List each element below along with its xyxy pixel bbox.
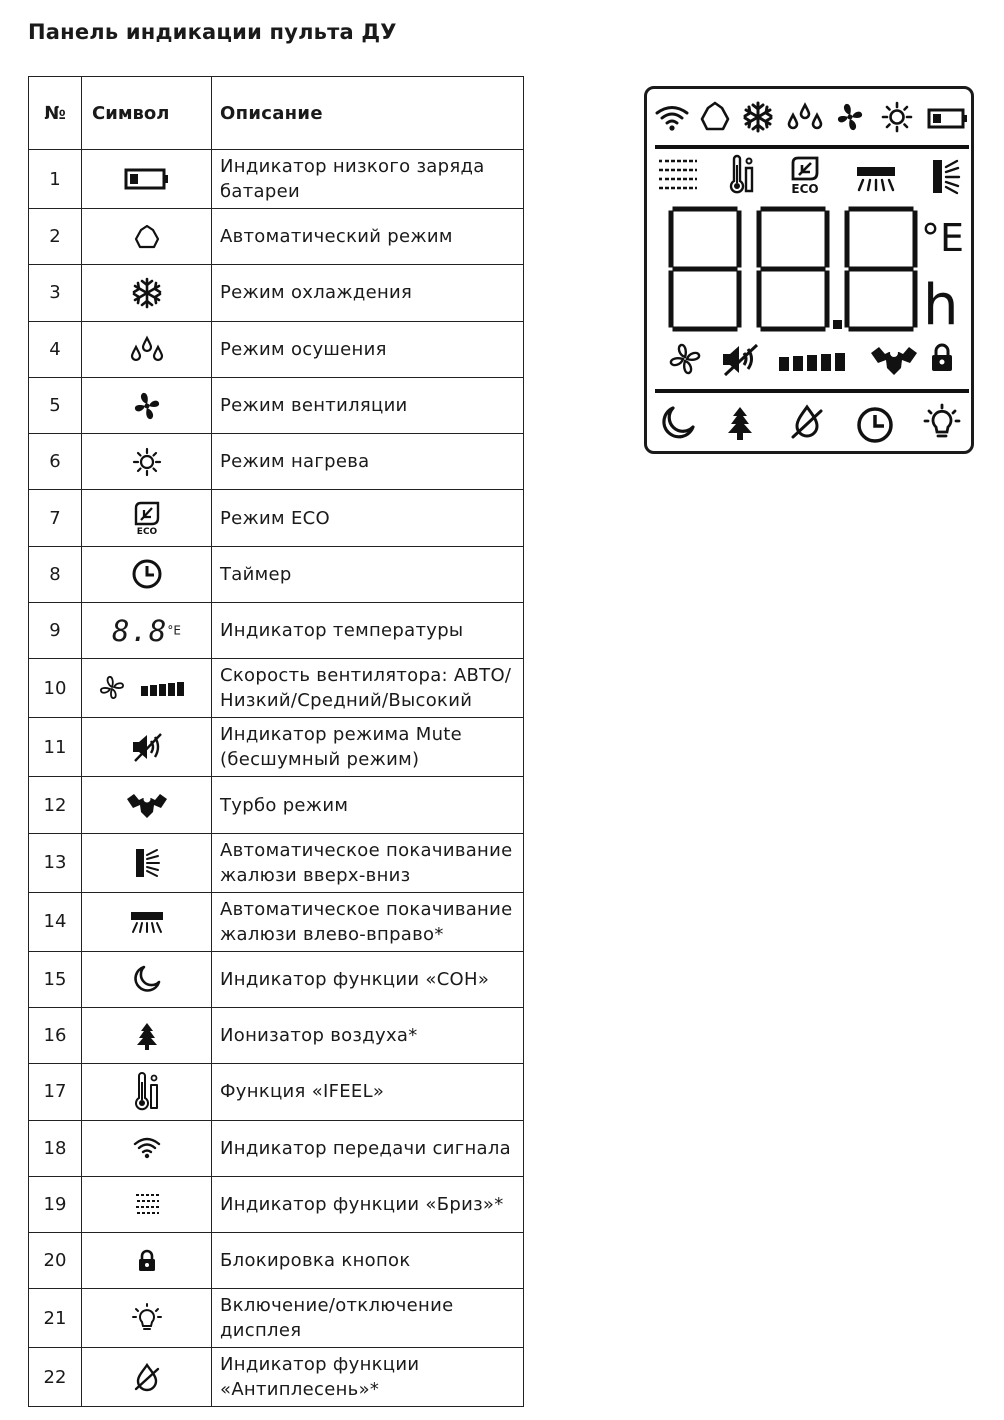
row-symbol [82, 377, 212, 433]
row-description: Режим ECO [212, 490, 524, 546]
row-description: Индикатор функции «Бриз»* [212, 1176, 524, 1232]
row-description: Индикатор температуры [212, 603, 524, 659]
lock-icon [137, 1249, 157, 1273]
mute-icon [129, 731, 165, 763]
table-row [29, 321, 524, 377]
row-description: Блокировка кнопок [212, 1233, 524, 1289]
row-description: Индикатор режима Mute (бесшумный режим) [212, 718, 524, 777]
table-row [29, 777, 524, 833]
row-number: 15 [29, 951, 82, 1007]
row-number: 14 [29, 892, 82, 951]
row-symbol [82, 833, 212, 892]
row-number: 22 [29, 1348, 82, 1407]
snowflake-icon [745, 103, 771, 131]
turbo-icon [125, 790, 169, 820]
eco-leaf-icon [791, 158, 818, 196]
snowflake-icon [131, 277, 163, 309]
table-row [29, 833, 524, 892]
row-symbol [82, 321, 212, 377]
table-row [29, 1007, 524, 1063]
row-description: Турбо режим [212, 777, 524, 833]
row-symbol [82, 951, 212, 1007]
row-number: 5 [29, 377, 82, 433]
table-row [29, 951, 524, 1007]
row-description: Режим вентиляции [212, 377, 524, 433]
table-row [29, 1064, 524, 1120]
row-symbol [82, 490, 212, 546]
row-description: Автоматическое покачивание жалюзи влево-вправо* [212, 892, 524, 951]
table-row [29, 377, 524, 433]
tree-icon [728, 407, 752, 440]
row-description: Автоматический режим [212, 209, 524, 265]
row-symbol [82, 265, 212, 321]
drops-icon [130, 335, 164, 363]
row-number: 12 [29, 777, 82, 833]
row-symbol [82, 1007, 212, 1063]
row-description: Индикатор передачи сигнала [212, 1120, 524, 1176]
row-number: 10 [29, 659, 82, 718]
svg-text:ECO: ECO [136, 527, 157, 537]
moon-icon [132, 964, 162, 994]
unit-e: °E [921, 216, 965, 260]
table-row [29, 434, 524, 490]
fan-speed-icon [99, 674, 195, 702]
swing-vertical-icon [933, 160, 959, 193]
row-symbol [82, 150, 212, 209]
row-number: 19 [29, 1176, 82, 1232]
row-description: Режим охлаждения [212, 265, 524, 321]
row-symbol [82, 659, 212, 718]
table-row [29, 718, 524, 777]
row-symbol [82, 603, 212, 659]
tree-icon [135, 1021, 159, 1051]
table-row [29, 1233, 524, 1289]
bulb-icon [925, 405, 959, 436]
fan-speed-bars-icon [779, 353, 845, 371]
battery-icon [929, 110, 967, 127]
swing-vertical-icon [133, 846, 161, 880]
row-number: 3 [29, 265, 82, 321]
table-row [29, 659, 524, 718]
header-number: № [29, 77, 82, 150]
lcd-display-panel [644, 86, 974, 454]
row-number: 17 [29, 1064, 82, 1120]
anti-mold-icon [132, 1361, 162, 1393]
row-symbol [82, 1176, 212, 1232]
table-row [29, 265, 524, 321]
unit-h: h [923, 273, 959, 338]
temperature-digits-icon: $8.8^{^\circ E}$ [112, 613, 181, 648]
header-description: Описание [212, 77, 524, 150]
row-symbol [82, 434, 212, 490]
symbol-legend-table [28, 76, 524, 1407]
row-description: Скорость вентилятора: АВТО/ Низкий/Средний/Высокий [212, 659, 524, 718]
clock-icon [859, 409, 891, 441]
eco-leaf-icon [132, 500, 162, 536]
eco-label: ECO [791, 182, 819, 196]
row-symbol [82, 892, 212, 951]
lock-icon [932, 345, 952, 371]
swing-horizontal-icon [129, 909, 165, 935]
clock-icon [131, 558, 163, 590]
decimal-point [833, 320, 842, 329]
row-description: Автоматическое покачивание жалюзи вверх-вниз [212, 833, 524, 892]
row-symbol [82, 1348, 212, 1407]
row-symbol [82, 718, 212, 777]
row-number: 11 [29, 718, 82, 777]
moon-icon [664, 408, 693, 437]
row-number: 4 [29, 321, 82, 377]
table-row [29, 1289, 524, 1348]
battery-icon [124, 167, 170, 191]
row-number: 18 [29, 1120, 82, 1176]
sun-icon [883, 103, 911, 131]
table-row [29, 209, 524, 265]
wifi-icon [657, 108, 687, 131]
row-number: 1 [29, 150, 82, 209]
row-number: 13 [29, 833, 82, 892]
row-description: Индикатор функции «СОН» [212, 951, 524, 1007]
bulb-icon [131, 1302, 163, 1334]
row-description: Индикатор низкого заряда батареи [212, 150, 524, 209]
row-symbol [82, 1120, 212, 1176]
table-row [29, 892, 524, 951]
table-row [29, 1176, 524, 1232]
row-description: Функция «IFEEL» [212, 1064, 524, 1120]
wifi-icon [132, 1136, 162, 1160]
mute-icon [723, 345, 757, 375]
page-title: Панель индикации пульта ДУ [28, 20, 397, 44]
row-symbol [82, 1064, 212, 1120]
ifeel-icon [132, 1072, 162, 1112]
breeze-icon [659, 161, 697, 188]
turbo-icon [871, 347, 917, 375]
fan-outline-icon [671, 345, 699, 373]
row-number: 16 [29, 1007, 82, 1063]
row-number: 7 [29, 490, 82, 546]
header-symbol: Символ [82, 77, 212, 150]
fan-icon [131, 390, 163, 422]
row-number: 20 [29, 1233, 82, 1289]
row-description: Таймер [212, 546, 524, 602]
drops-icon [789, 105, 821, 128]
table-row [29, 1120, 524, 1176]
table-row [29, 603, 524, 659]
seven-segment-digits [671, 209, 915, 329]
row-description: Ионизатор воздуха* [212, 1007, 524, 1063]
fan-icon [838, 104, 862, 130]
row-number: 21 [29, 1289, 82, 1348]
row-symbol [82, 777, 212, 833]
table-row [29, 150, 524, 209]
swing-horizontal-icon [857, 167, 895, 190]
auto-mode-icon [702, 103, 728, 129]
ifeel-icon [731, 156, 752, 192]
anti-mold-icon [793, 407, 821, 437]
row-symbol [82, 546, 212, 602]
auto-mode-icon [133, 223, 161, 251]
row-number: 6 [29, 434, 82, 490]
row-description: Режим осушения [212, 321, 524, 377]
row-symbol [82, 1233, 212, 1289]
breeze-icon [133, 1192, 161, 1218]
table-row [29, 1348, 524, 1407]
row-description: Режим нагрева [212, 434, 524, 490]
table-row [29, 490, 524, 546]
table-header-row [29, 77, 524, 150]
row-number: 8 [29, 546, 82, 602]
table-row [29, 546, 524, 602]
row-number: 2 [29, 209, 82, 265]
row-symbol [82, 1289, 212, 1348]
row-description: Включение/отключение дисплея [212, 1289, 524, 1348]
sun-icon [132, 447, 162, 477]
row-number: 9 [29, 603, 82, 659]
row-description: Индикатор функции «Антиплесень»* [212, 1348, 524, 1407]
row-symbol [82, 209, 212, 265]
